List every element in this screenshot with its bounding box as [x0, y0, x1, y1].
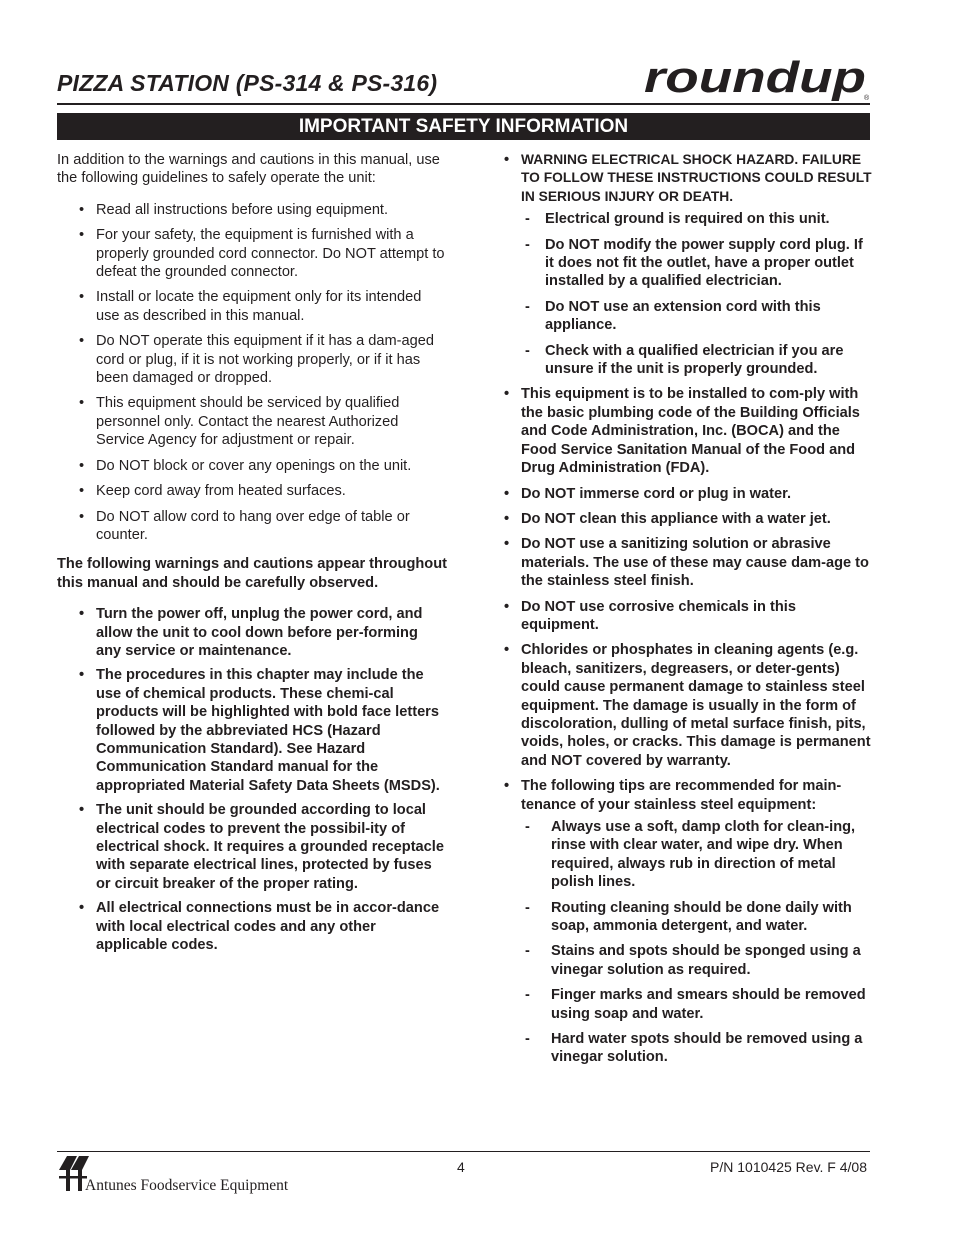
bullet-icon: • — [79, 667, 85, 684]
dash-icon: - — [525, 298, 530, 315]
bullet-icon: • — [504, 536, 510, 553]
list-item: • This equipment should be serviced by qualified personnel only. Contact the nearest Authorized Service Agency for adjustment or repair. — [79, 395, 400, 449]
bullet-icon: • — [79, 333, 85, 350]
list-item: • Do NOT operate this equipment if it has a dam-aged cord or plug, if it is not working properly, or if it has been damaged or dropped. — [79, 333, 435, 387]
list-item: • Do NOT allow cord to hang over edge of table or counter. — [79, 508, 410, 543]
sub-item: - Stains and spots should be sponged using a vinegar solution as required. — [525, 943, 861, 978]
bullet-icon: • — [504, 386, 510, 403]
shock-items — [521, 210, 873, 378]
bullet-icon: • — [504, 598, 510, 615]
list-item: • The unit should be grounded according to local electrical codes to prevent the possibil-ity of electrical shock. It requires a grounded receptacle with separate electrical lines, protected by fuses or circuit breaker of the proper rating. — [79, 802, 444, 892]
sub-item: - Routing cleaning should be done daily with soap, ammonia detergent, and water. — [525, 899, 852, 935]
right-column — [503, 151, 873, 1074]
dash-icon: - — [525, 987, 530, 1004]
bullet-icon: • — [79, 289, 85, 306]
bullet-icon: • — [504, 778, 510, 795]
dash-icon: - — [525, 819, 530, 835]
list-item: • For your safety, the equipment is furnished with a properly grounded cord connector. Do NOT attempt to defeat the grounded connector. — [79, 227, 445, 281]
list-item: • All electrical connections must be in accor-dance with local electrical codes and any other applicable codes. — [79, 900, 440, 954]
list-item: • Read all instructions before using equipment. — [79, 201, 389, 218]
bullet-icon: • — [79, 201, 85, 218]
bullet-icon: • — [79, 900, 85, 917]
list-item: • Do NOT use corrosive chemicals in this equipment. — [504, 598, 796, 633]
dash-icon: - — [525, 899, 530, 916]
list-item — [503, 777, 873, 1067]
left-column — [57, 151, 447, 960]
bullet-icon: • — [504, 510, 510, 527]
logo-text: roundup — [644, 56, 866, 102]
list-item: • Chlorides or phosphates in cleaning agents (e.g. bleach, sanitizers, degreasers, or deter-gents) could cause permanent damage to stainless steel equipment. The damage is usually in the form of discoloration, dulling of metal surface finish, pits, voids, holes, or cracks. This damage is permanent and NOT covered by warranty. — [504, 642, 871, 769]
page-title: PIZZA STATION (PS-314 & PS-316) — [57, 70, 438, 96]
header-rule — [57, 103, 870, 105]
bullet-icon: • — [504, 152, 510, 168]
sub-item: - Do NOT use an extension cord with this appliance. — [525, 298, 821, 334]
shock-warning: WARNING ELECTRICAL SHOCK HAZARD. FAILURE TO FOLLOW THESE INSTRUCTIONS COULD RESULT IN SERIOUS INJURY OR DEATH. — [521, 152, 872, 204]
sub-item: - Electrical ground is required on this unit. — [525, 211, 830, 228]
intro-text: In addition to the warnings and cautions in this manual, use the following guidelines to safely operate the unit: — [57, 152, 440, 187]
guidelines-list — [57, 201, 447, 545]
sub-item: - Hard water spots should be removed using a vinegar solution. — [525, 1031, 863, 1066]
bullet-icon: • — [79, 802, 85, 819]
list-item: • This equipment is to be installed to com-ply with the basic plumbing code of the Building Officials and Code Administration, Inc. (BOCA) and the Food Service Sanitation Manual of the Food and Drug Administration (FDA). — [504, 386, 860, 477]
tips-intro: The following tips are recommended for main-tenance of your stainless steel equipment: — [521, 778, 842, 813]
list-item: • Do NOT use a sanitizing solution or abrasive materials. The use of these may cause dam-age to the stainless steel finish. — [504, 536, 869, 590]
list-item: • Turn the power off, unplug the power cord, and allow the unit to cool down before per-forming any service or maintenance. — [79, 606, 423, 659]
section-title: IMPORTANT SAFETY INFORMATION — [57, 113, 870, 140]
dash-icon: - — [525, 1031, 530, 1048]
sub-item: - Always use a soft, damp cloth for clean-ing, rinse with clear water, and wipe dry. When required, always rub in direction of metal polish lines. — [525, 819, 856, 891]
bullet-icon: • — [79, 483, 85, 500]
page-number: 4 — [457, 1159, 465, 1175]
bullet-icon: • — [504, 642, 510, 659]
bullet-icon: • — [79, 508, 85, 525]
list-item: • Keep cord away from heated surfaces. — [79, 483, 346, 500]
company-name: Antunes Foodservice Equipment — [85, 1177, 289, 1194]
part-number: P/N 1010425 Rev. F 4/08 — [710, 1159, 867, 1175]
list-item: • Do NOT immerse cord or plug in water. — [504, 485, 792, 502]
sub-item: - Check with a qualified electrician if you are unsure if the unit is properly grounded. — [525, 342, 844, 378]
footer-rule — [57, 1151, 870, 1152]
safety-list — [503, 151, 873, 1067]
bullet-icon: • — [79, 606, 85, 623]
dash-icon: - — [525, 342, 530, 359]
list-item: • The procedures in this chapter may include the use of chemical products. These chemi-cal products will be highlighted with bold face letters followed by the abbreviated HCS (Hazard Communication Standard). See Hazard Communication Standard manual for the appropriated Material Safety Data Sheets (MSDS). — [79, 667, 440, 794]
roundup-logo — [640, 56, 872, 102]
bullet-icon: • — [79, 227, 85, 244]
svg-text:®: ® — [864, 95, 870, 102]
tips-list — [521, 818, 873, 1067]
dash-icon: - — [525, 236, 530, 253]
dash-icon: - — [525, 943, 530, 960]
dash-icon: - — [525, 211, 530, 228]
bullet-icon: • — [504, 485, 510, 502]
bullet-icon: • — [79, 395, 85, 412]
list-item: • Install or locate the equipment only for its intended use as described in this manual. — [79, 289, 422, 324]
list-item: • Do NOT block or cover any openings on the unit. — [79, 457, 412, 474]
bullet-icon: • — [79, 457, 85, 474]
list-item — [503, 151, 873, 378]
warnings-intro: The following warnings and cautions appear throughout this manual and should be carefully observed. — [57, 556, 447, 591]
list-item: • Do NOT clean this appliance with a water jet. — [504, 510, 831, 527]
warnings-list — [57, 605, 447, 954]
sub-item: - Finger marks and smears should be removed using soap and water. — [525, 987, 866, 1022]
sub-item: - Do NOT modify the power supply cord plug. If it does not fit the outlet, have a proper outlet installed by a qualified electrician. — [525, 236, 863, 290]
